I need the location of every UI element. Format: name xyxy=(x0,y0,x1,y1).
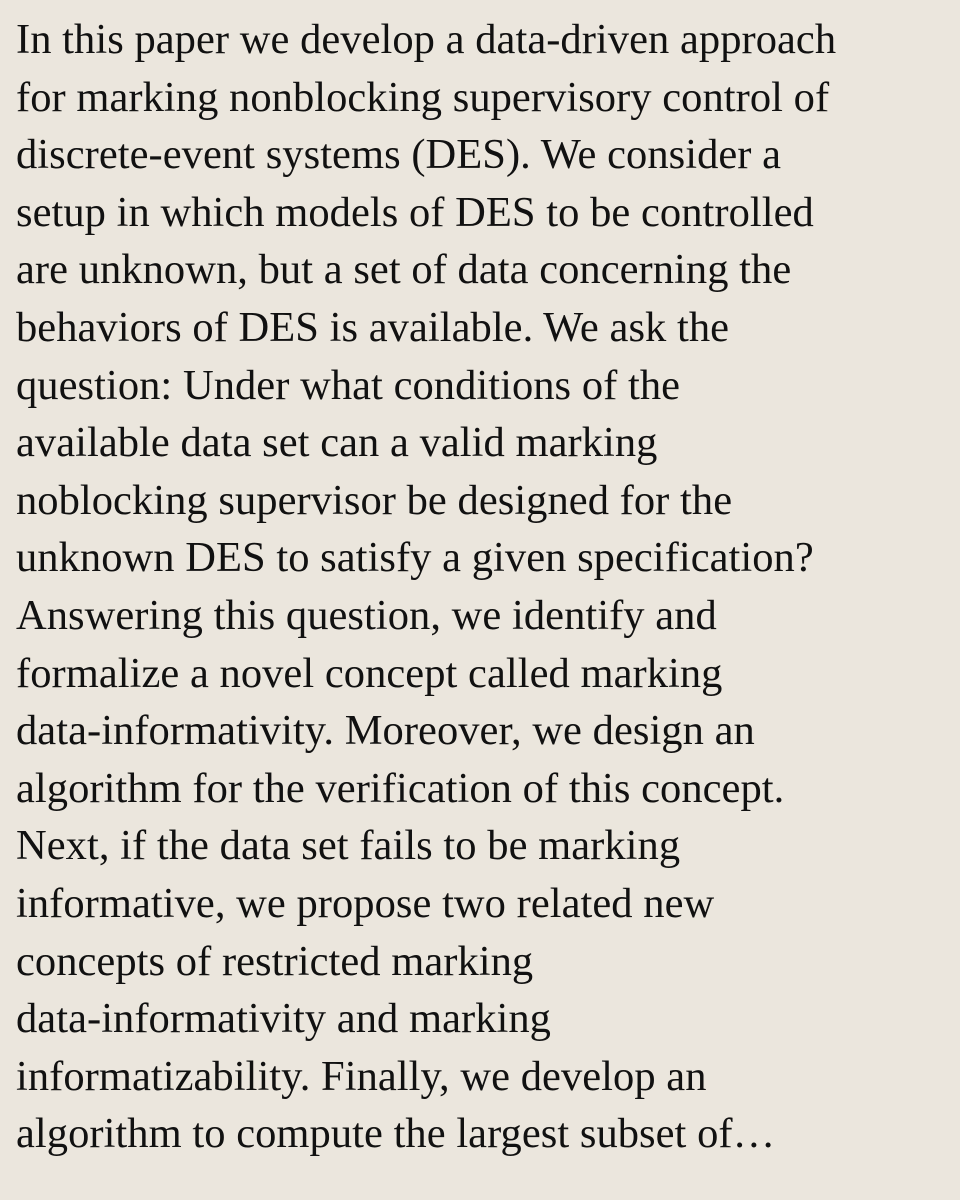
abstract-line: question: Under what conditions of the xyxy=(16,361,681,409)
abstract-line: Answering this question, we identify and xyxy=(16,591,717,639)
abstract-line: informative, we propose two related new xyxy=(16,879,715,927)
abstract-line: unknown DES to satisfy a given specification? xyxy=(16,534,814,582)
abstract-line: algorithm to compute the largest subset of… xyxy=(16,1110,776,1158)
abstract-line: are unknown, but a set of data concerning the xyxy=(16,246,792,294)
abstract-line: In this paper we develop a data-driven approach xyxy=(16,16,837,63)
abstract-line: algorithm for the verification of this concept. xyxy=(16,764,785,812)
abstract-line: available data set can a valid marking xyxy=(16,419,658,467)
abstract-line: discrete-event systems (DES). We consider a xyxy=(16,131,782,179)
abstract-line: behaviors of DES is available. We ask the xyxy=(16,303,730,351)
abstract-line: informatizability. Finally, we develop an xyxy=(16,1052,707,1100)
abstract-line: data-informativity and marking xyxy=(16,995,551,1043)
abstract-text xyxy=(16,11,944,1163)
abstract-line: noblocking supervisor be designed for the xyxy=(16,476,733,524)
abstract-line: Next, if the data set fails to be marking xyxy=(16,822,681,870)
abstract-line: for marking nonblocking supervisory control of xyxy=(16,73,830,121)
abstract-line: data-informativity. Moreover, we design an xyxy=(16,707,755,755)
abstract-line: setup in which models of DES to be controlled xyxy=(16,188,814,236)
abstract-line: formalize a novel concept called marking xyxy=(16,649,723,697)
abstract-line: concepts of restricted marking xyxy=(16,937,534,985)
